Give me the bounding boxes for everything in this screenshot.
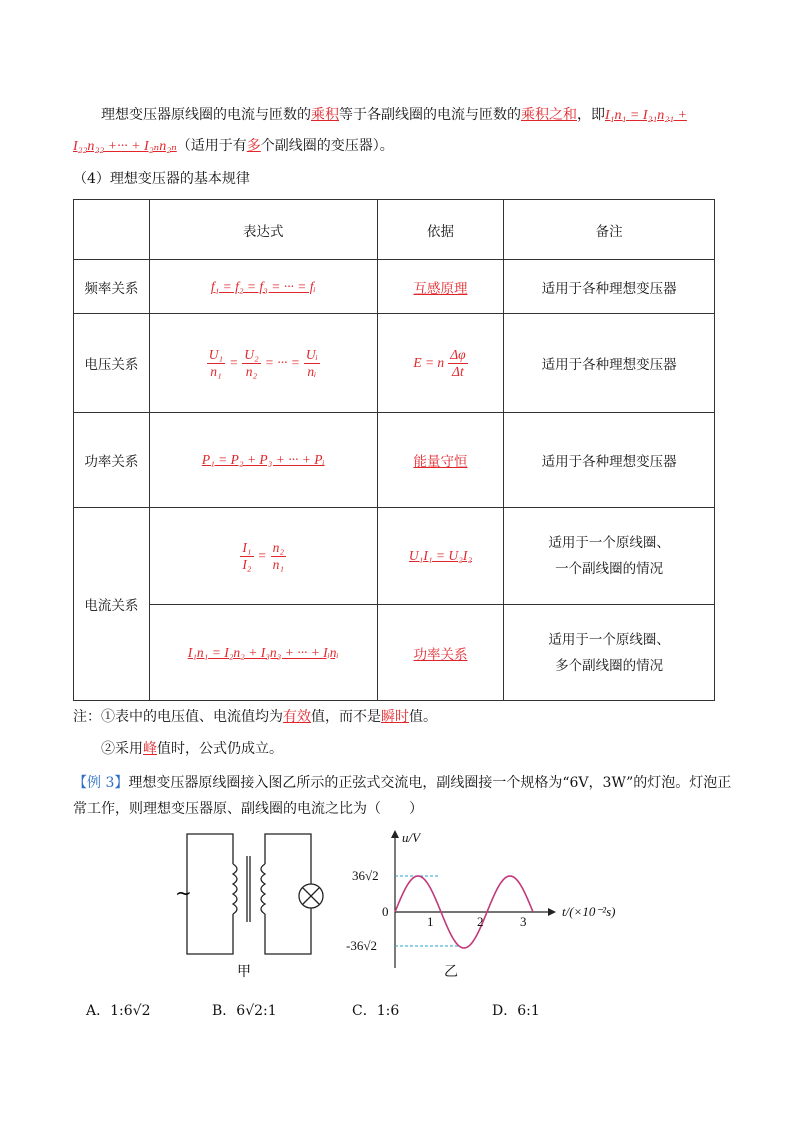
choice-text: 6√2:1 — [236, 1003, 277, 1019]
formula: I₂₂n₂₂ +··· + I₂ₙn₂ₙ — [73, 139, 177, 154]
table-row — [74, 605, 715, 701]
y-axis-arrow — [391, 830, 399, 838]
table-row — [74, 413, 715, 508]
header-cell: 依据 — [377, 200, 504, 260]
example-text: 常工作，则理想变压器原、副线圈的电流之比为（ ） — [73, 801, 423, 817]
row-label: 电流关系 — [74, 508, 150, 701]
intro-text: 等于各副线圈的电流与匝数的 — [339, 107, 521, 123]
note-1 — [73, 706, 437, 726]
formula: f₁ = f₂ = f₃ = ··· = fᵢ — [210, 278, 316, 294]
frac-den: I₂ — [242, 556, 252, 572]
choice-d[interactable] — [492, 1000, 540, 1020]
keyword: 有效 — [283, 709, 311, 725]
operator: = — [229, 355, 239, 370]
origin-label: 0 — [382, 904, 389, 919]
secondary-wire — [265, 908, 311, 954]
note: 适用于一个原线圈、 — [548, 631, 670, 648]
frac-den: n₂ — [245, 363, 258, 379]
intro-text: 个副线圈的变压器）。 — [260, 138, 394, 154]
table-header-row — [74, 200, 715, 260]
note-text: 值。 — [409, 709, 437, 725]
frac-num: n₂ — [272, 539, 285, 555]
note: 适用于各种理想变压器 — [504, 314, 715, 413]
choice-text: 1:6 — [376, 1003, 400, 1019]
law-table — [73, 199, 715, 701]
intro-paragraph — [73, 100, 723, 162]
frac-num: I₁ — [242, 539, 252, 555]
emf-lhs: E = n — [413, 355, 445, 370]
choice-letter: C． — [352, 1003, 377, 1019]
note: 适用于各种理想变压器 — [504, 260, 715, 314]
y-tick-neg: -36√2 — [346, 938, 377, 953]
formula: P₁ = P₂ + P₃ + ··· + Pᵢ — [201, 452, 325, 467]
basis: U₁I₁ = U₂I₂ — [408, 548, 473, 563]
secondary-wire — [265, 834, 311, 884]
example-tag: 【例 3】 — [73, 775, 129, 791]
transformer-circuit-figure — [175, 828, 335, 978]
note: 一个副线圈的情况 — [555, 561, 664, 577]
header-cell: 备注 — [504, 200, 715, 260]
choice-c[interactable] — [352, 1000, 399, 1020]
x-tick: 2 — [477, 914, 484, 929]
intro-text: 理想变压器原线圈的电流与匝数的 — [101, 107, 311, 123]
choice-letter: B． — [212, 1003, 237, 1019]
note-2 — [101, 738, 283, 758]
choice-a[interactable] — [86, 1000, 150, 1020]
row-label: 电压关系 — [74, 314, 150, 413]
example-block — [73, 770, 733, 822]
x-axis-arrow — [548, 908, 556, 916]
row-label: 频率关系 — [74, 260, 150, 314]
section-title: （4）理想变压器的基本规律 — [73, 171, 250, 187]
frac-den: nᵢ — [307, 363, 317, 379]
table-row — [74, 508, 715, 605]
note: 适用于一个原线圈、 — [548, 535, 670, 551]
frac-num: Uᵢ — [305, 346, 318, 362]
keyword: 峰 — [143, 741, 157, 757]
operator: = ··· = — [264, 355, 300, 370]
header-cell: 表达式 — [149, 200, 377, 260]
table-row — [74, 314, 715, 413]
choice-b[interactable] — [212, 1000, 277, 1020]
example-text: 理想变压器原线圈接入图乙所示的正弦式交流电，副线圈接一个规格为“6V，3W”的灯泡。灯泡正 — [128, 775, 732, 791]
note: 多个副线圈的情况 — [555, 657, 664, 674]
note-text: 值，而不是 — [311, 709, 381, 725]
choice-letter: A． — [86, 1003, 111, 1019]
x-tick: 3 — [520, 914, 527, 929]
table-row — [74, 260, 715, 314]
intro-text: （适用于有 — [176, 138, 247, 154]
note-text: 值时，公式仍成立。 — [157, 741, 283, 757]
frac-den: Δt — [452, 363, 464, 379]
ac-source-icon: ~ — [175, 881, 192, 905]
keyword: 乘积之和 — [521, 107, 577, 123]
choice-letter: D． — [492, 1003, 518, 1019]
formula: I₁n₁ = I₂n₂ + I₃n₃ + ··· + Iᵢnᵢ — [187, 644, 339, 660]
primary-wire — [187, 834, 233, 954]
primary-wire-top — [219, 834, 233, 864]
formula: I₁n₁ = I₂₁n₂₁ + — [605, 108, 687, 123]
figure-label-jia: 甲 — [237, 964, 251, 978]
frac-num: U₁ — [208, 346, 224, 362]
figure-label-yi: 乙 — [444, 964, 458, 980]
header-cell — [74, 200, 150, 260]
primary-coil — [233, 864, 237, 914]
keyword: 瞬时 — [381, 709, 409, 725]
keyword: 乘积 — [311, 107, 339, 123]
basis: 互感原理 — [413, 280, 468, 297]
frac-num: Δφ — [450, 346, 466, 362]
choice-text: 1:6√2 — [110, 1003, 151, 1019]
current-ratio-formula — [240, 540, 286, 573]
y-axis-label: u/V — [402, 830, 421, 845]
frac-den: n₁ — [272, 556, 285, 572]
sine-wave-figure — [340, 828, 640, 980]
emf-formula — [413, 347, 467, 380]
note: 适用于各种理想变压器 — [504, 413, 715, 508]
x-tick: 1 — [427, 914, 434, 929]
x-axis-label: t/(×10⁻²s) — [562, 904, 616, 919]
voltage-formula — [207, 347, 320, 380]
frac-den: n₁ — [210, 363, 222, 379]
y-tick-pos: 36√2 — [352, 868, 379, 883]
note-text: ②采用 — [101, 741, 143, 757]
basis: 功率关系 — [413, 646, 468, 663]
note-text: 注：①表中的电压值、电流值均为 — [73, 709, 283, 725]
operator: = — [257, 548, 267, 563]
row-label: 功率关系 — [74, 413, 150, 508]
choice-text: 6:1 — [517, 1003, 540, 1019]
secondary-coil — [261, 864, 265, 914]
intro-text: ，即 — [577, 107, 605, 123]
keyword: 多 — [246, 138, 261, 154]
frac-num: U₂ — [244, 346, 259, 362]
basis: 能量守恒 — [413, 454, 468, 470]
